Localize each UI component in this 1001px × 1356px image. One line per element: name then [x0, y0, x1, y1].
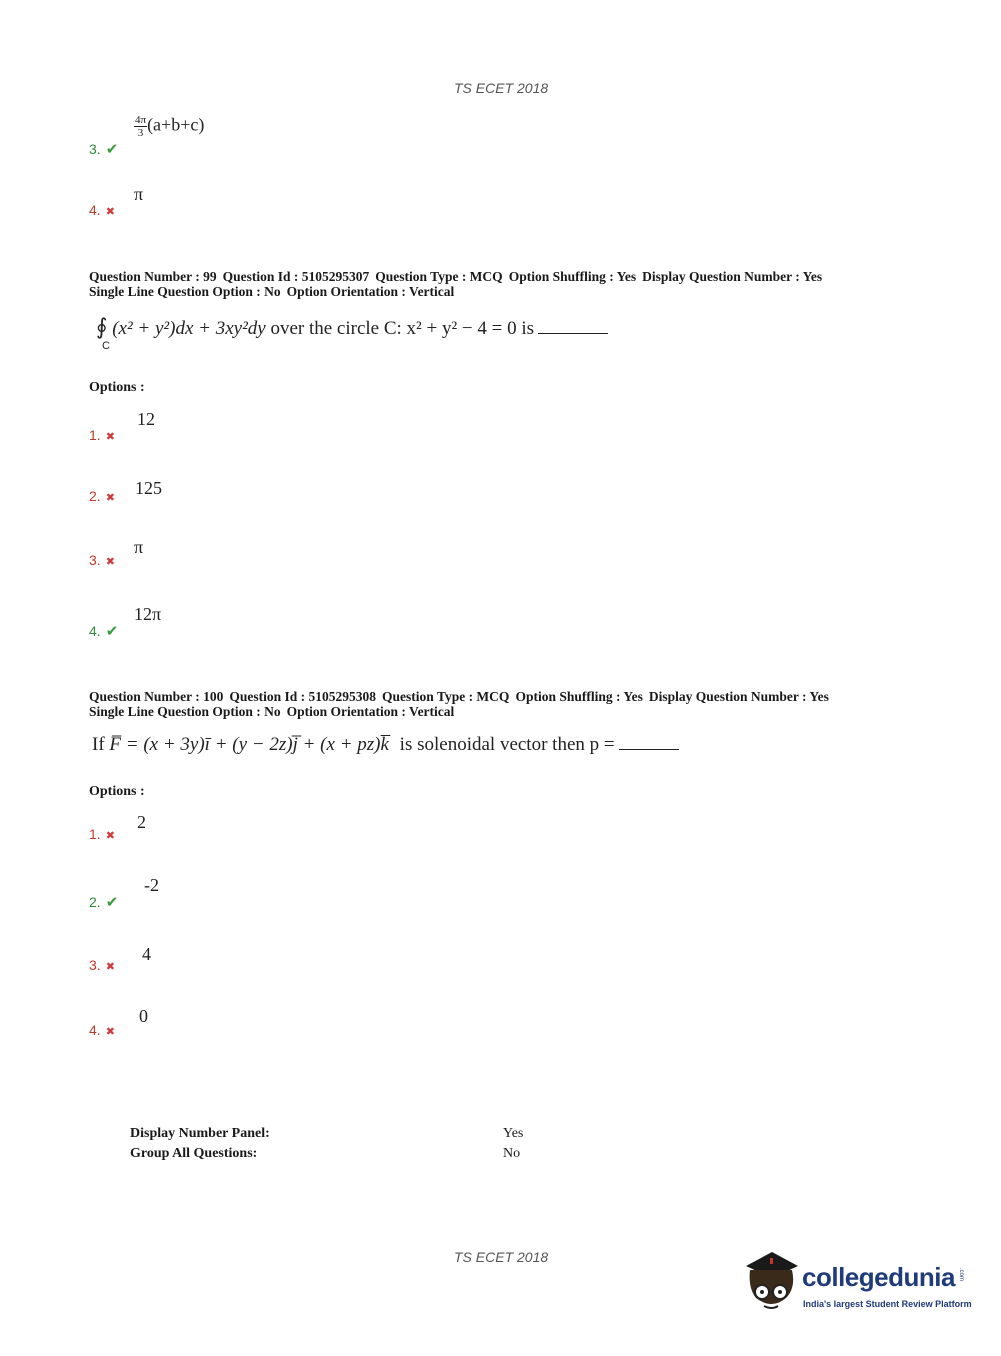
option-number: 2. — [89, 894, 101, 910]
answer-blank — [538, 319, 608, 334]
option-value: 0 — [139, 1006, 148, 1026]
logo-tagline: India's largest Student Review Platform — [803, 1299, 972, 1309]
option-row — [89, 826, 115, 844]
option-number: 1. — [89, 826, 101, 842]
option-row — [89, 488, 115, 506]
option-row — [89, 957, 115, 975]
logo-wordmark: collegedunia — [802, 1262, 955, 1292]
logo-suffix: .com — [958, 1268, 964, 1282]
option-row — [89, 140, 118, 159]
option-row — [89, 427, 115, 445]
option-row — [89, 893, 118, 912]
fraction: $\frac{4\pi}{3}$ — [135, 114, 147, 139]
cross-icon: ✖ — [105, 1025, 115, 1038]
option-value: 4 — [142, 944, 151, 964]
option-value: 125 — [135, 478, 162, 498]
check-icon: ✔ — [105, 893, 119, 911]
question-text: ∮ C (x² + y²)dx + 3xy²dy over the circle C: x² + y² − 4 = 0 is — [96, 314, 608, 340]
option-number: 4. — [89, 623, 101, 639]
setting-value: Yes — [503, 1126, 524, 1141]
setting-value: No — [503, 1146, 521, 1161]
question-meta: Question Number : 100 Question Id : 5105295308 Question Type : MCQ Option Shuffling : Yes Display Question Number : Yes Single Line Question Option : No Option Orientation : Vertical — [89, 689, 829, 719]
option-number: 2. — [89, 488, 101, 504]
option-number: 4. — [89, 202, 101, 218]
option-value: -2 — [144, 875, 159, 895]
cross-icon: ✖ — [105, 491, 115, 504]
option-number: 1. — [89, 427, 101, 443]
option-value: π — [134, 537, 144, 557]
option-number: 3. — [89, 552, 101, 568]
setting-label: Group All Questions: — [130, 1146, 258, 1161]
cross-icon: ✖ — [105, 829, 115, 842]
options-label: Options : — [89, 784, 145, 799]
cross-icon: ✖ — [105, 555, 115, 568]
check-icon: ✔ — [105, 140, 119, 158]
cross-icon: ✖ — [105, 960, 115, 973]
contour-integral: ∮ C — [96, 314, 110, 352]
option-row — [89, 202, 115, 220]
cross-icon: ✖ — [105, 430, 115, 443]
option-row — [89, 622, 118, 641]
option-value: 2 — [137, 812, 146, 832]
question-meta: Question Number : 99 Question Id : 5105295307 Question Type : MCQ Option Shuffling : Yes Display Question Number : Yes Single Line Question Option : No Option Orientation : Vertical — [89, 269, 823, 299]
option-value: $\frac{4\pi}{3}$ (a+b+c) — [135, 114, 205, 139]
mascot-icon — [742, 1248, 802, 1318]
page-footer: TS ECET 2018 — [454, 1249, 549, 1265]
option-number: 3. — [89, 957, 101, 973]
check-icon: ✔ — [105, 622, 119, 640]
options-label: Options : — [89, 380, 145, 395]
collegedunia-logo[interactable] — [742, 1248, 972, 1318]
option-value: 12 — [137, 409, 155, 429]
option-row — [89, 1022, 115, 1040]
setting-label: Display Number Panel: — [130, 1126, 270, 1141]
answer-blank — [619, 735, 679, 750]
option-number: 3. — [89, 141, 101, 157]
option-number: 4. — [89, 1022, 101, 1038]
cross-icon: ✖ — [105, 205, 115, 218]
option-value: 12π — [134, 604, 162, 624]
option-value: π — [134, 184, 144, 204]
page-header: TS ECET 2018 — [454, 80, 549, 96]
question-text: If F̅ = (x + 3y)ī + (y − 2z)j̅ + (x + pz)k̅ is solenoidal vector then p = — [92, 734, 679, 756]
option-row — [89, 552, 115, 570]
